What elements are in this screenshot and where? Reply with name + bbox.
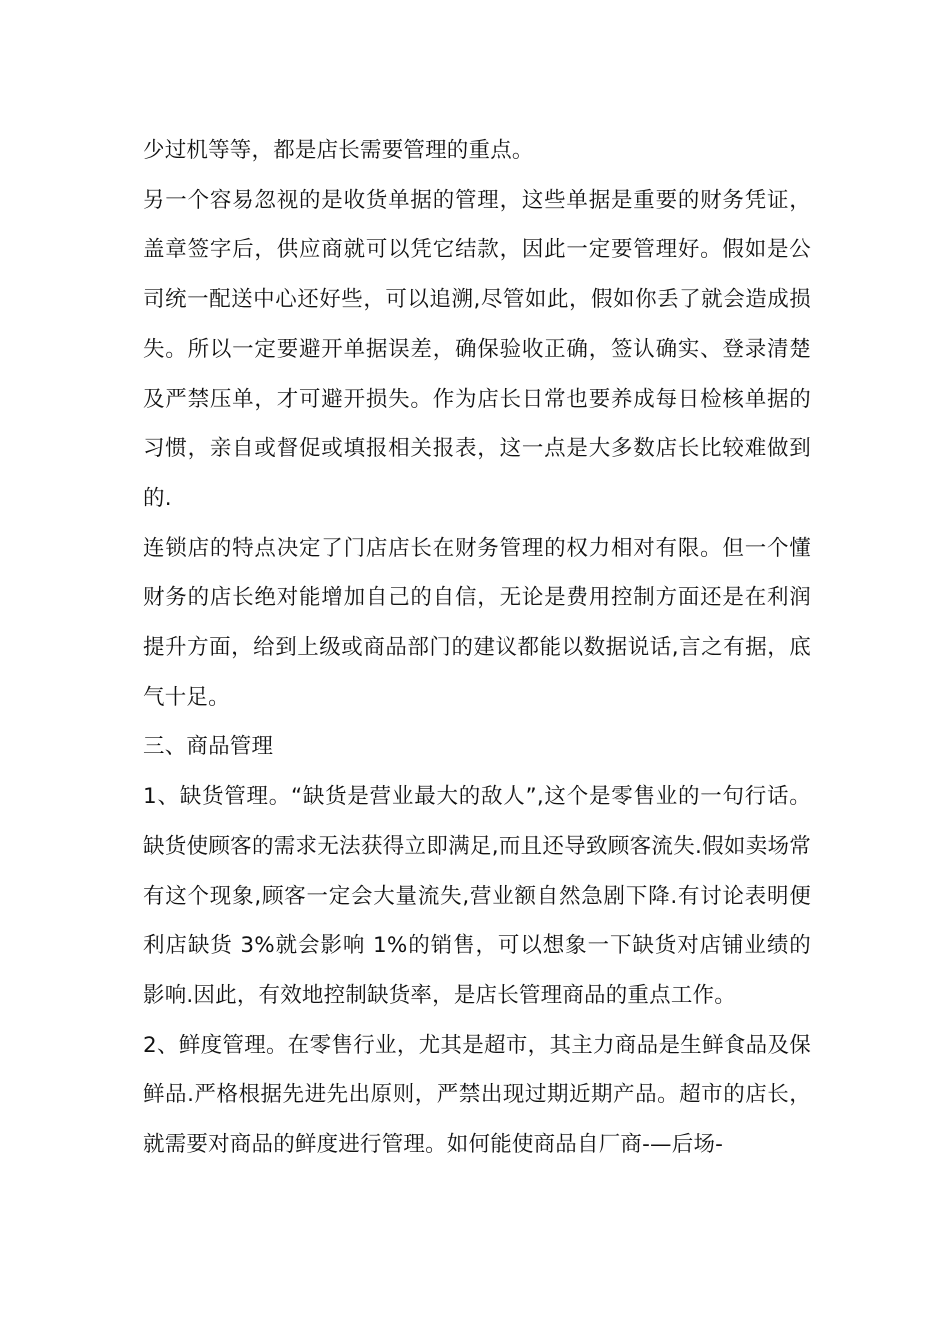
- document-body: [143, 126, 811, 1170]
- section-heading-product-management: 三、商品管理: [143, 734, 274, 760]
- paragraph-continuation: 少过机等等，都是店长需要管理的重点。: [143, 138, 534, 163]
- paragraph-receipt-management: 另一个容易忽视的是收货单据的管理，这些单据是重要的财务凭证，盖章签字后，供应商就可以凭它结款，因此一定要管理好。假如是公司统一配送中心还好些，可以追溯,尽管如此，假如你丢了就会造成损失。所以一定要避开单据误差，确保验收正确，签认确实、登录清楚及严禁压单，才可避开损失。作为店长日常也要养成每日检核单据的习惯，亲自或督促或填报相关报表，这一点是大多数店长比较难做到的.: [143, 187, 811, 511]
- paragraph-finance-authority: 连锁店的特点决定了门店店长在财务管理的权力相对有限。但一个懂财务的店长绝对能增加自己的自信，无论是费用控制方面还是在利润提升方面，给到上级或商品部门的建议都能以数据说话,言之有据，底气十足。: [143, 535, 811, 710]
- paragraph-freshness-management: 2、鲜度管理。在零售行业，尤其是超市，其主力商品是生鲜食品及保鲜品.严格根据先进先出原则，严禁出现过期近期产品。超市的店长，就需要对商品的鲜度进行管理。如何能使商品自厂商-—后场-: [143, 1032, 811, 1158]
- paragraph-stockout-management: 1、缺货管理。“缺货是营业最大的敌人”,这个是零售业的一句行话。缺货使顾客的需求无法获得立即满足,而且还导致顾客流失.假如卖场常有这个现象,顾客一定会大量流失,营业额自然急剧下降.有讨论表明便利店缺货 3%就会影响 1%的销售，可以想象一下缺货对店铺业绩的影响.因此，有效地控制缺货率，是店长管理商品的重点工作。: [143, 784, 811, 1008]
